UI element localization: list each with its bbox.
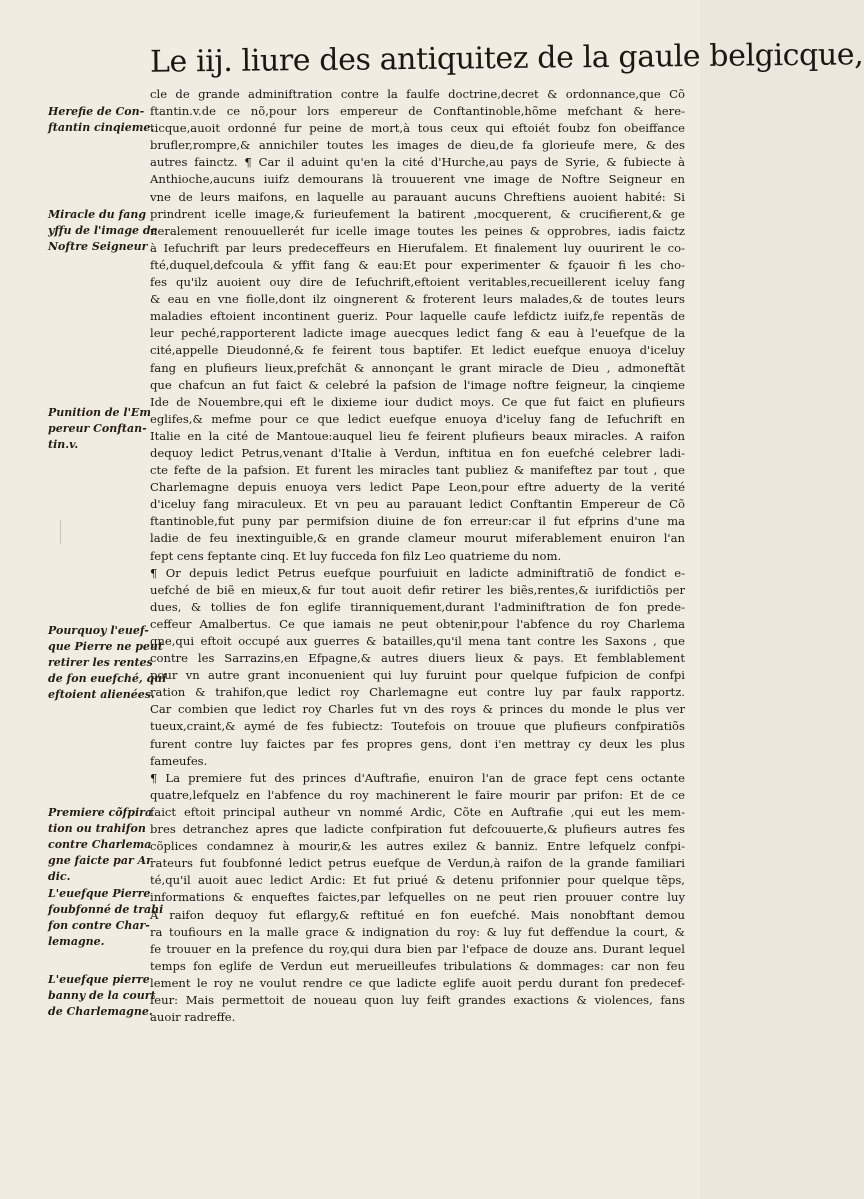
body-line: cité,appelle Dieudonné,& fe feirent tous baptifer. Et ledict euefque enuoya d'iceluy — [150, 343, 685, 358]
body-line: cte fefte de la pafsion. Et furent les miracles tant publiez & manifeftez par tout , que — [150, 463, 685, 478]
body-line: fté,duquel,defcoula & yffit fang & eau:Et pour experimenter & fçauoir fi les cho- — [150, 257, 685, 272]
body-line: pour vn autre grant inconuenient qui luy furuint pour quelque fufpicion de confpi — [150, 668, 685, 683]
body-line: cõplices condamnez à mourir,& les autres exilez & banniz. Entre lefquelz confpi- — [150, 839, 685, 854]
body-line: quatre,lefquelz en l'abfence du roy machinerent le faire mourir par prifon: Et de ce — [150, 787, 685, 802]
running-title: Le iij. liure des antiquitez de la gaule belgicque, — [149, 37, 864, 80]
gloss-line: dic. — [48, 870, 71, 883]
body-line: à Iefuchrift par leurs predeceffeurs en Hierufalem. Et finalement luy ouurirent le co- — [150, 240, 685, 255]
body-line: ftantinoble,fut puny par permifsion diuine de fon erreur:car il fut efprins d'une ma — [150, 514, 685, 529]
body-line: furent contre luy faictes par fes propres gens, dont i'en mettray cy deux les plus — [150, 736, 685, 751]
gloss-line: que Pierre ne peut — [48, 640, 163, 653]
gloss-line: retirer les rentes — [48, 656, 153, 669]
margin-gloss-conspiracy — [48, 805, 153, 885]
body-line: A raifon dequoy fut eflargy,& reftitué en fon euefché. Mais nonobftant demou — [150, 907, 685, 922]
page-bottom-margin — [0, 1099, 700, 1199]
body-line: Charlemagne depuis enuoya vers ledict Pape Leon,pour eftre aduerty de la verité — [150, 480, 685, 495]
body-line: Ide de Nouembre,qui eft le dixieme iour dudict moys. Ce que fut faict en plufieurs — [150, 394, 685, 409]
gloss-line: Premiere cõfpira — [48, 806, 153, 819]
gloss-line: Punition de l'Em — [48, 406, 151, 419]
body-line: fe trouuer en la prefence du roy,qui dura bien par l'efpace de douze ans. Durant lequel — [150, 941, 685, 956]
margin-gloss-suspected — [48, 886, 164, 950]
body-line: cle de grande adminiftration contre la faulfe doctrine,decret & ordonnance,que Cõ — [150, 87, 685, 101]
body-line: ra toufiours en la malle grace & indignation du roy: & luy fut deffendue la court, & — [150, 924, 685, 939]
body-line: fept cens feptante cinq. Et luy fucceda fon filz Leo quatrieme du nom. — [150, 548, 562, 563]
body-line: eglifes,& mefme pour ce que ledict euefque enuoya d'iceluy fang de Iefuchrift en — [150, 411, 685, 426]
gloss-line: gne faicte par Ar — [48, 854, 152, 867]
gloss-line: foubfonné de trahi — [48, 903, 164, 916]
body-line: tueux,craint,& aymé de fes fubiectz: Toutefois on trouue que plufieurs confpiratiõs — [150, 719, 685, 734]
gloss-line: eftoient alienées. — [48, 688, 155, 701]
body-line: ¶ La premiere fut des princes d'Auftrafie, enuiron l'an de grace fept cens octante — [150, 770, 685, 785]
margin-gloss-punishment — [48, 405, 151, 453]
body-line: ticque,auoit ordonné fur peine de mort,à tous ceux qui eftoiét foubz fon obeiffance — [150, 121, 685, 136]
gloss-line: fon contre Char- — [48, 919, 150, 932]
body-line: autres fainctz. ¶ Car il aduint qu'en la cité d'Hurche,au pays de Syrie, & fubiecte à — [150, 155, 685, 170]
margin-gloss-rents — [48, 623, 167, 703]
body-line: leur peché,rapporterent ladicte image auecques ledict fang & eau à l'euefque de la — [150, 326, 685, 341]
gloss-line: yffu de l'image de — [48, 224, 158, 237]
body-line: Italie en la cité de Mantoue:auquel lieu fe feirent plufieurs beaux miracles. A raifon — [150, 428, 685, 443]
gloss-line: L'euefque pierre — [48, 973, 150, 986]
body-line: ladie de feu inextinguible,& en grande clameur mourut miferablement enuiron l'an — [150, 531, 685, 546]
body-line: & eau en vne fiolle,dont ilz oingnerent & froterent leurs malades,& de toutes leurs — [150, 292, 685, 307]
margin-mark — [60, 520, 71, 544]
body-line: informations & enqueftes faictes,par lefquelles on ne peut rien prouuer contre luy — [150, 890, 685, 905]
gloss-line: ftantin cinqieme. — [48, 121, 155, 134]
body-line: fes qu'ilz auoient ouy dire de Iefuchrift,eftoient veritables,recueillerent iceluy fang — [150, 275, 685, 290]
body-line: maladies eftoient incontinent gueriz. Pour laquelle caufe lefdictz iuifz,fe repentãs de — [150, 309, 685, 324]
gloss-line: pereur Conftan- — [48, 422, 147, 435]
gloss-line: tin.v. — [48, 438, 79, 451]
body-line: uefché de biẽ en mieux,& fur tout auoit defir retirer les biẽs,rentes,& iurifdictiõs per — [150, 582, 685, 597]
body-line: d'iceluy fang miraculeux. Et vn peu au parauant ledict Conftantin Empereur de Cõ — [150, 497, 685, 512]
gloss-line: Noftre Seigneur — [48, 240, 148, 253]
body-line: fang en plufieurs lieux,prefchãt & annonçant le grant miracle de Dieu , admoneftãt — [150, 360, 685, 375]
body-line: lement le roy ne voulut rendre ce que ladicte eglife auoit perdu durant fon predecef- — [150, 975, 685, 990]
gloss-line: Herefie de Con- — [48, 105, 145, 118]
body-line: vne de leurs maifons, en laquelle au parauant aucuns Chreftiens auoient habité: Si — [150, 189, 685, 204]
body-text — [150, 86, 685, 1026]
margin-gloss-heresy — [48, 104, 155, 136]
margin-gloss-banished — [48, 972, 156, 1020]
body-line: Car combien que ledict roy Charles fut vn des roys & princes du monde le plus ver — [150, 702, 685, 717]
gloss-line: de Charlemagne. — [48, 1005, 153, 1018]
body-line: dequoy ledict Petrus,venant d'Italie à Verdun, inftitua en fon euefché celebrer ladi- — [150, 445, 685, 460]
gloss-line: contre Charlema — [48, 838, 152, 851]
body-line: temps fon eglife de Verdun eut merueilleufes tribulations & dommages: car non feu — [150, 958, 685, 973]
body-line: auoir radreffe. — [150, 1010, 236, 1025]
body-line: neralement renouuellerét fur icelle image toutes les peines & opprobres, iadis faictz — [150, 223, 685, 238]
body-line: ceffeur Amalbertus. Ce que iamais ne peut obtenir,pour l'abfence du roy Charlema — [150, 616, 685, 631]
margin-gloss-miracle — [48, 207, 158, 255]
gloss-line: tion ou trahifon — [48, 822, 146, 835]
gloss-line: Miracle du fang — [48, 208, 147, 221]
body-line: prindrent icelle image,& furieufement la batirent ,mocquerent, & crucifierent,& ge — [150, 206, 685, 221]
body-line: dues, & tollies de fon eglife tiranniquement,durant l'adminiftration de fon prede- — [150, 599, 685, 614]
body-line: contre les Sarrazins,en Efpagne,& autres diuers lieux & pays. Et femblablement — [150, 651, 685, 666]
body-line: feur: Mais permettoit de noueau quon luy feift grandes exactions & violences, fans — [150, 992, 685, 1007]
body-line: ftantin.v.de ce nõ,pour lors empereur de Conftantinoble,hõme mefchant & here- — [150, 104, 685, 119]
body-line: fameufes. — [150, 753, 208, 768]
body-line: té,qu'il auoit auec ledict Ardic: Et fut priué & detenu prifonnier pour quelque tẽps, — [150, 873, 685, 888]
body-line: que chafcun an fut faict & celebré la pafsion de l'image noftre feigneur, la cinqieme — [150, 377, 685, 392]
body-line: bres detranchez apres que ladicte confpiration fut defcouuerte,& plufieurs autres fes — [150, 822, 685, 837]
body-line: ¶ Or depuis ledict Petrus euefque pourfuiuit en ladicte adminiftratiõ de fondict e- — [150, 565, 685, 580]
gloss-line: L'euefque Pierre — [48, 887, 151, 900]
body-line: rateurs fut foubfonné ledict petrus euefque de Verdun,à raifon de la grande familiari — [150, 856, 685, 871]
gloss-line: banny de la court — [48, 989, 156, 1002]
gloss-line: Pourquoy l'euef- — [48, 624, 149, 637]
body-line: brufler,rompre,& annichiler toutes les images de dieu,de fa glorieufe mere, & des — [150, 138, 685, 153]
body-line: Anthioche,aucuns iuifz demourans là trouuerent vne image de Noftre Seigneur en — [150, 172, 685, 187]
gloss-line: lemagne. — [48, 935, 105, 948]
gloss-line: de fon euefché, qui — [48, 672, 167, 685]
body-line: faict eftoit principal autheur vn nommé Ardic, Cõte en Auftrafie ,qui eut les mem- — [150, 804, 685, 819]
body-line: gne,qui eftoit occupé aux guerres & batailles,qu'il mena tant contre les Saxons , que — [150, 634, 685, 648]
body-line: ration & trahifon,que ledict roy Charlemagne eut contre luy par faulx rapportz. — [150, 685, 685, 700]
